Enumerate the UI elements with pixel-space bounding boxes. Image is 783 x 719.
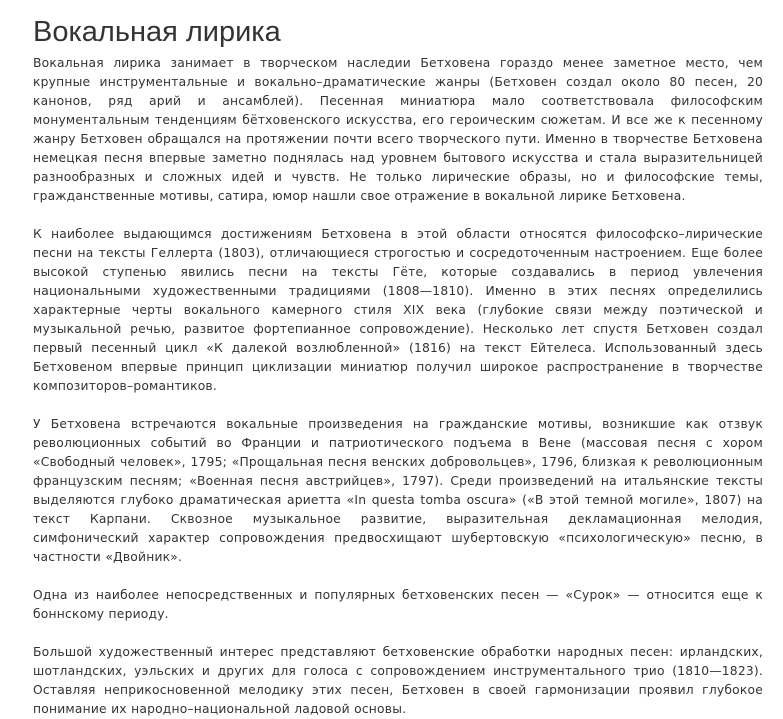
article-title: Вокальная лирика: [33, 16, 281, 48]
article-paragraph-3: У Бетховена встречаются вокальные произведения на гражданские мотивы, возникшие как отзвук революционных событий во Франции и патриотического подъема в Вене (массовая песня с хором «Свободный человек», 1795; «Прощальная песня венских добровольцев», 1796, близкая к революционным французским песням; «Военная песня австрийцев», 1797). Среди произведений на итальянские тексты выделяются глубоко драматическая ариетта «In questa tomba oscura» («В этой темной могиле», 1807) на текст Карпани. Сквозное музыкальное развитие, выразительная декламационная мелодия, симфонический характер сопровождения предвосхищают шубертовскую «психологическую» песню, в частности «Двойник».: [33, 417, 763, 564]
article-paragraph-5: Большой художественный интерес представляют бетховенские обработки народных песен: ирландских, шотландских, уэльских и других для голоса с сопровождением инструментального трио (1810—1823). Оставляя неприкосновенной мелодику этих песен, Бетховен в своей гармонизации проявил глубокое понимание их народно–национальной ладовой основы.: [33, 645, 763, 716]
article-paragraph-4: Одна из наиболее непосредственных и популярных бетховенских песен — «Сурок» — относится еще к боннскому периоду.: [33, 588, 763, 621]
article: [33, 14, 763, 719]
article-paragraph-2: К наиболее выдающимся достижениям Бетховена в этой области относятся философско–лирические песни на тексты Геллерта (1803), отличающиеся строгостью и сосредоточенным настроением. Еще более высокой ступенью явились песни на тексты Гёте, которые создавались в период увлечения национальными художественными традициями (1808—1810). Именно в этих песнях определились характерные черты вокального камерного стиля XIX века (глубокие связи между поэтической и музыкальной речью, развитое фортепианное сопровождение). Несколько лет спустя Бетховен создал первый песенный цикл «К далекой возлюбленной» (1816) на текст Ейтелеса. Использованный здесь Бетховеном впервые принцип циклизации миниатюр получил широкое распространение в творчестве композиторов–романтиков.: [33, 227, 763, 393]
article-paragraph-1: Вокальная лирика занимает в творческом наследии Бетховена гораздо менее заметное место, чем крупные инструментальные и вокально–драматические жанры (Бетховен создал около 80 песен, 20 канонов, ряд арий и ансамблей). Песенная миниатюра мало соответствовала философским монументальным тенденциям бётховенского искусства, его героическим сюжетам. И все же к песенному жанру Бетховен обращался на протяжении почти всего творческого пути. Именно в творчестве Бетховена немецкая песня впервые заметно поднялась над уровнем бытового искусства и стала выразительницей разнообразных и сложных идей и чувств. Не только лирические образы, но и философские темы, гражданственные мотивы, сатира, юмор нашли свое отражение в вокальной лирике Бетховена.: [33, 56, 763, 203]
